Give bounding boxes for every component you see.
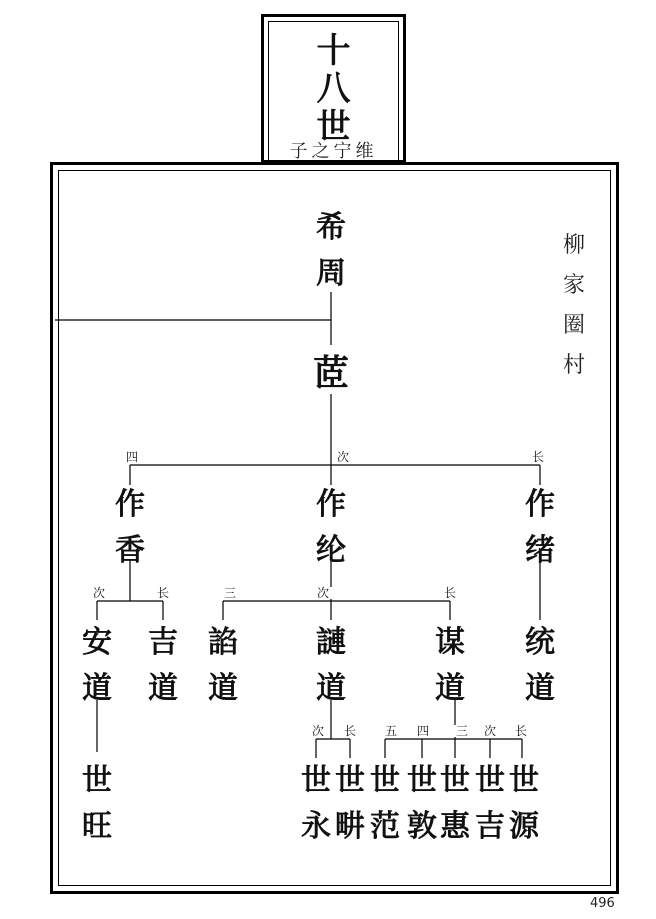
person-name: 世吉	[475, 763, 505, 844]
person-liandao	[309, 620, 353, 712]
order-label-zhang: 长	[511, 725, 531, 737]
person-name: 作纶	[316, 487, 346, 568]
order-label-ci: 次	[308, 725, 328, 737]
person-moudao	[428, 620, 472, 712]
person-zuoxiang	[108, 482, 152, 574]
person-name: 世旺	[82, 763, 112, 844]
generation-char-3: 世	[316, 107, 351, 147]
order-label-ci: 次	[333, 451, 353, 463]
village-char-4: 村	[562, 353, 585, 378]
generation-header	[261, 14, 406, 163]
person-shihui	[436, 758, 474, 850]
order-label-zhang: 长	[340, 725, 360, 737]
person-name: 世敦	[407, 763, 437, 844]
person-name: 吉道	[148, 625, 178, 706]
page-number: 496	[590, 896, 615, 911]
person-name: 作香	[115, 487, 145, 568]
order-label-si: 四	[413, 725, 433, 737]
person-zhi: 茝	[312, 352, 349, 394]
village-name	[556, 226, 592, 386]
order-label-zhang: 长	[528, 451, 548, 463]
person-shiyong	[297, 758, 335, 850]
order-label-ci: 次	[480, 725, 500, 737]
order-label-zhang: 长	[153, 587, 173, 599]
generation-char-2: 八	[316, 69, 351, 109]
order-label-wu: 五	[381, 725, 401, 737]
generation-char-1: 十	[316, 31, 351, 71]
order-label-san: 三	[452, 725, 472, 737]
person-name: 世源	[509, 763, 539, 844]
person-name: 世畊	[335, 763, 365, 844]
person-zuoxu	[518, 482, 562, 574]
person-name: 统道	[525, 625, 555, 706]
person-name: 謰道	[316, 625, 346, 706]
village-char-1: 柳	[562, 233, 585, 258]
person-name: 世永	[301, 763, 331, 844]
generation-naming-chars: 子之宁维	[289, 141, 378, 162]
person-xizhou	[309, 205, 353, 297]
person-name: 世惠	[440, 763, 470, 844]
village-char-3: 圈	[562, 313, 585, 338]
order-label-zhang: 长	[440, 587, 460, 599]
person-name: 安道	[82, 625, 112, 706]
person-name: 希周	[316, 210, 346, 291]
order-label-si: 四	[122, 451, 142, 463]
person-tongdao	[518, 620, 562, 712]
person-shiyuan	[505, 758, 543, 850]
person-name: 谋道	[435, 625, 465, 706]
person-andao	[75, 620, 119, 712]
person-chandao	[201, 620, 245, 712]
person-name: 世范	[370, 763, 400, 844]
person-name: 作绪	[525, 487, 555, 568]
person-zuolun	[309, 482, 353, 574]
person-jidao	[141, 620, 185, 712]
order-label-ci: 次	[89, 587, 109, 599]
person-name: 諂道	[208, 625, 238, 706]
order-label-ci: 次	[313, 587, 333, 599]
order-label-san: 三	[220, 587, 240, 599]
person-shifan	[366, 758, 404, 850]
person-shipan	[331, 758, 369, 850]
person-shiji	[471, 758, 509, 850]
village-char-2: 家	[562, 273, 585, 298]
person-shiwang	[75, 758, 119, 850]
